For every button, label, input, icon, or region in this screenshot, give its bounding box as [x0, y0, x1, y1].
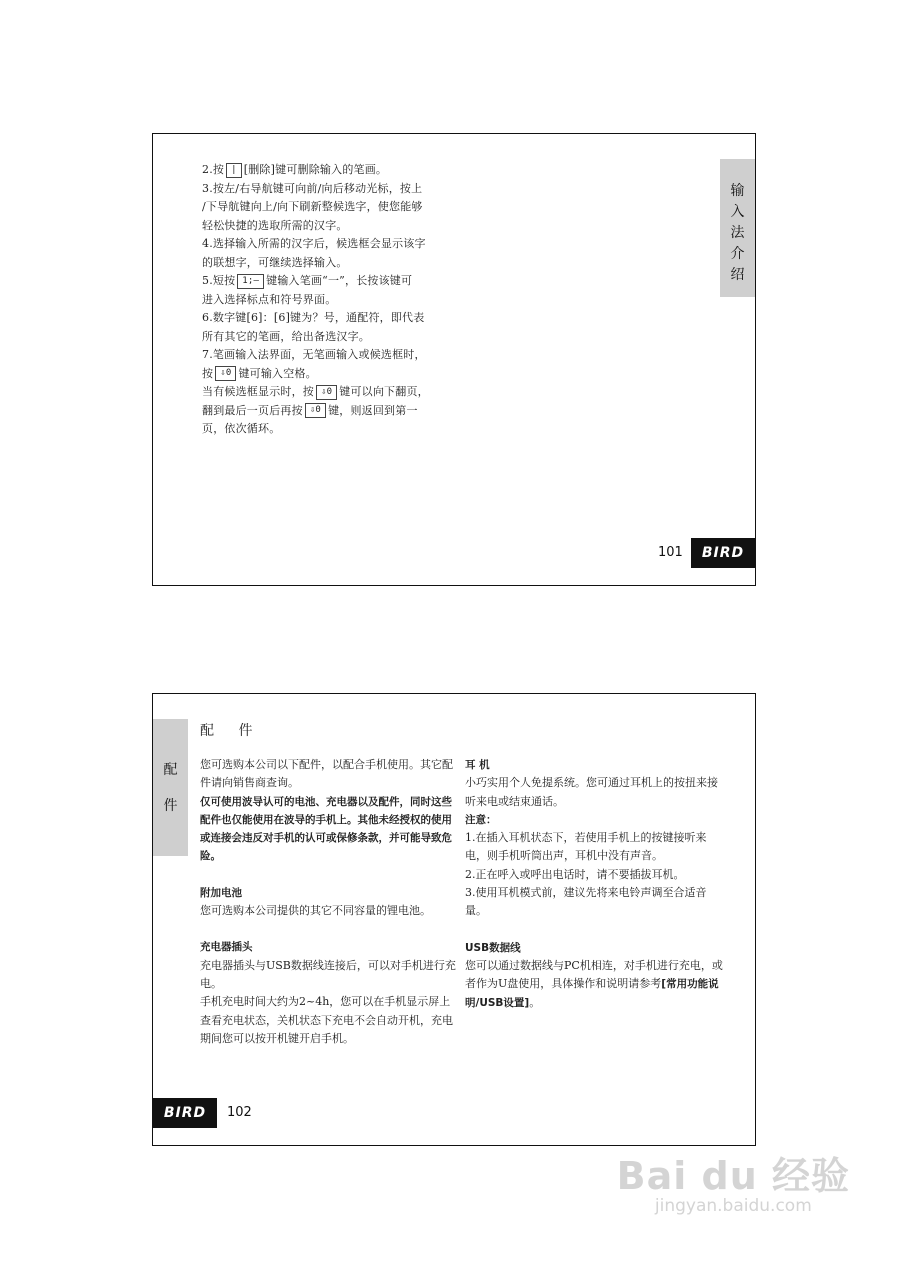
baidu-watermark — [617, 1145, 850, 1216]
watermark-logo: Bai du 经验 — [616, 1154, 850, 1198]
usb-text-end: 。 — [529, 995, 541, 1009]
line-text: 键可输入空格。 — [238, 366, 317, 380]
instruction-line — [202, 383, 457, 402]
line-text: [删除]键可删除输入的笔画。 — [243, 163, 388, 176]
line-text: 翻到最后一页后再按 — [202, 403, 303, 417]
instruction-line — [202, 235, 457, 254]
line-text: 6.数字键[6]：[6]键为？号，通配符，即代表 — [202, 311, 425, 324]
tab-char: 输 — [730, 183, 745, 199]
right-column — [465, 756, 725, 1012]
instruction-line — [202, 420, 457, 439]
keypad-key-icon: ⇩0 — [316, 385, 337, 400]
usb-link-ref: [常用功能说明/USB设置] — [465, 978, 719, 1009]
tab-char: 配 — [163, 762, 178, 778]
line-text: 5.短按 — [202, 274, 236, 287]
page-title: 配 件 — [200, 723, 263, 739]
earphone-text: 小巧实用个人免提系统。您可通过耳机上的按扭来接听来电或结束通话。 — [465, 776, 718, 808]
warning-text: 仅可使用波导认可的电池、充电器以及配件，同时这些配件也仅能使用在波导的手机上。其他未经授权的使用或连接会违反对手机的认可或保修条款，并可能导致危险。 — [200, 795, 452, 863]
tab-char: 件 — [163, 798, 178, 814]
instructions-text — [202, 161, 457, 439]
bird-logo: BIRD — [691, 538, 755, 568]
page-number: 102 — [227, 1105, 252, 1120]
note-heading: 注意： — [465, 813, 497, 826]
line-text: 键，则返回到第一 — [328, 403, 418, 417]
instruction-line — [202, 365, 457, 384]
instruction-line — [202, 161, 457, 180]
instruction-line — [202, 291, 457, 310]
instruction-line — [202, 217, 457, 236]
manual-page-102 — [152, 693, 756, 1146]
instruction-line — [202, 346, 457, 365]
section-tab-accessories — [153, 719, 188, 856]
battery-text: 您可选购本公司提供的其它不同容量的锂电池。 — [200, 904, 431, 918]
note-3: 3.使用耳机模式前，建议先将来电铃声调至合适音量。 — [465, 886, 707, 918]
instruction-line — [202, 402, 457, 421]
usb-text — [465, 957, 725, 1012]
charger-text-2: 手机充电时间大约为2~4h，您可以在手机显示屏上查看充电状态，关机状态下充电不会自动开机，充电期间您可以按开机键开启手机。 — [200, 995, 453, 1045]
bird-logo: BIRD — [153, 1098, 217, 1128]
tab-char: 法 — [730, 225, 745, 241]
line-text: 所有其它的笔画，给出备选汉字。 — [202, 329, 370, 343]
line-text: 2.按 — [202, 163, 225, 176]
line-text: 进入选择标点和符号界面。 — [202, 292, 337, 306]
left-column — [200, 756, 460, 1048]
line-text: 的联想字，可继续选择输入。 — [202, 255, 348, 269]
page-number: 101 — [658, 545, 683, 560]
tab-char: 入 — [730, 204, 745, 220]
line-text: 3.按左/右导航键可向前/向后移动光标，按上 — [202, 181, 423, 195]
line-text: 7.笔画输入法界面，无笔画输入或候选框时， — [202, 348, 426, 361]
manual-page-101 — [152, 133, 756, 586]
line-text: 键可以向下翻页， — [339, 385, 429, 398]
line-text: 键输入笔画“一”，长按该键可 — [266, 274, 413, 287]
line-text: /下导航键向上/向下刷新整候选字，使您能够 — [202, 200, 423, 213]
keypad-key-icon: 1;— — [237, 274, 264, 289]
keypad-key-icon: | — [226, 163, 242, 178]
charger-text: 充电器插头与USB数据线连接后，可以对手机进行充电。 — [200, 958, 456, 990]
intro-text: 您可选购本公司以下配件，以配合手机使用。其它配件请向销售商查询。 — [200, 758, 453, 790]
instruction-line — [202, 272, 457, 291]
instruction-line — [202, 198, 457, 217]
section-tab-input-method — [720, 159, 755, 297]
charger-heading: 充电器插头 — [200, 941, 253, 954]
instruction-line — [202, 254, 457, 273]
usb-heading: USB数据线 — [465, 941, 521, 954]
tab-char: 绍 — [730, 267, 745, 283]
note-1: 1.在插入耳机状态下，若使用手机上的按键接听来电，则手机听筒出声，耳机中没有声音。 — [465, 831, 707, 863]
line-text: 轻松快捷的选取所需的汉字。 — [202, 218, 348, 232]
line-text: 当有候选框显示时，按 — [202, 385, 314, 398]
keypad-key-icon: ⇩0 — [215, 366, 236, 381]
keypad-key-icon: ⇩0 — [305, 403, 326, 418]
earphone-heading: 耳 机 — [465, 759, 490, 771]
tab-char: 介 — [730, 246, 745, 262]
watermark-url: jingyan.baidu.com — [654, 1196, 812, 1216]
usb-text-1: 您可以通过数据线与PC机相连，对手机进行充电，或者作为U盘使用，具体操作和说明请参考 — [465, 958, 723, 991]
line-text: 页，依次循环。 — [202, 422, 281, 435]
battery-heading: 附加电池 — [200, 886, 242, 899]
instruction-line — [202, 180, 457, 199]
line-text: 按 — [202, 366, 214, 380]
note-2: 2.正在呼入或呼出电话时，请不要插拔耳机。 — [465, 867, 685, 881]
line-text: 4.选择输入所需的汉字后，候选框会显示该字 — [202, 237, 426, 250]
instruction-line — [202, 309, 457, 328]
instruction-line — [202, 328, 457, 347]
